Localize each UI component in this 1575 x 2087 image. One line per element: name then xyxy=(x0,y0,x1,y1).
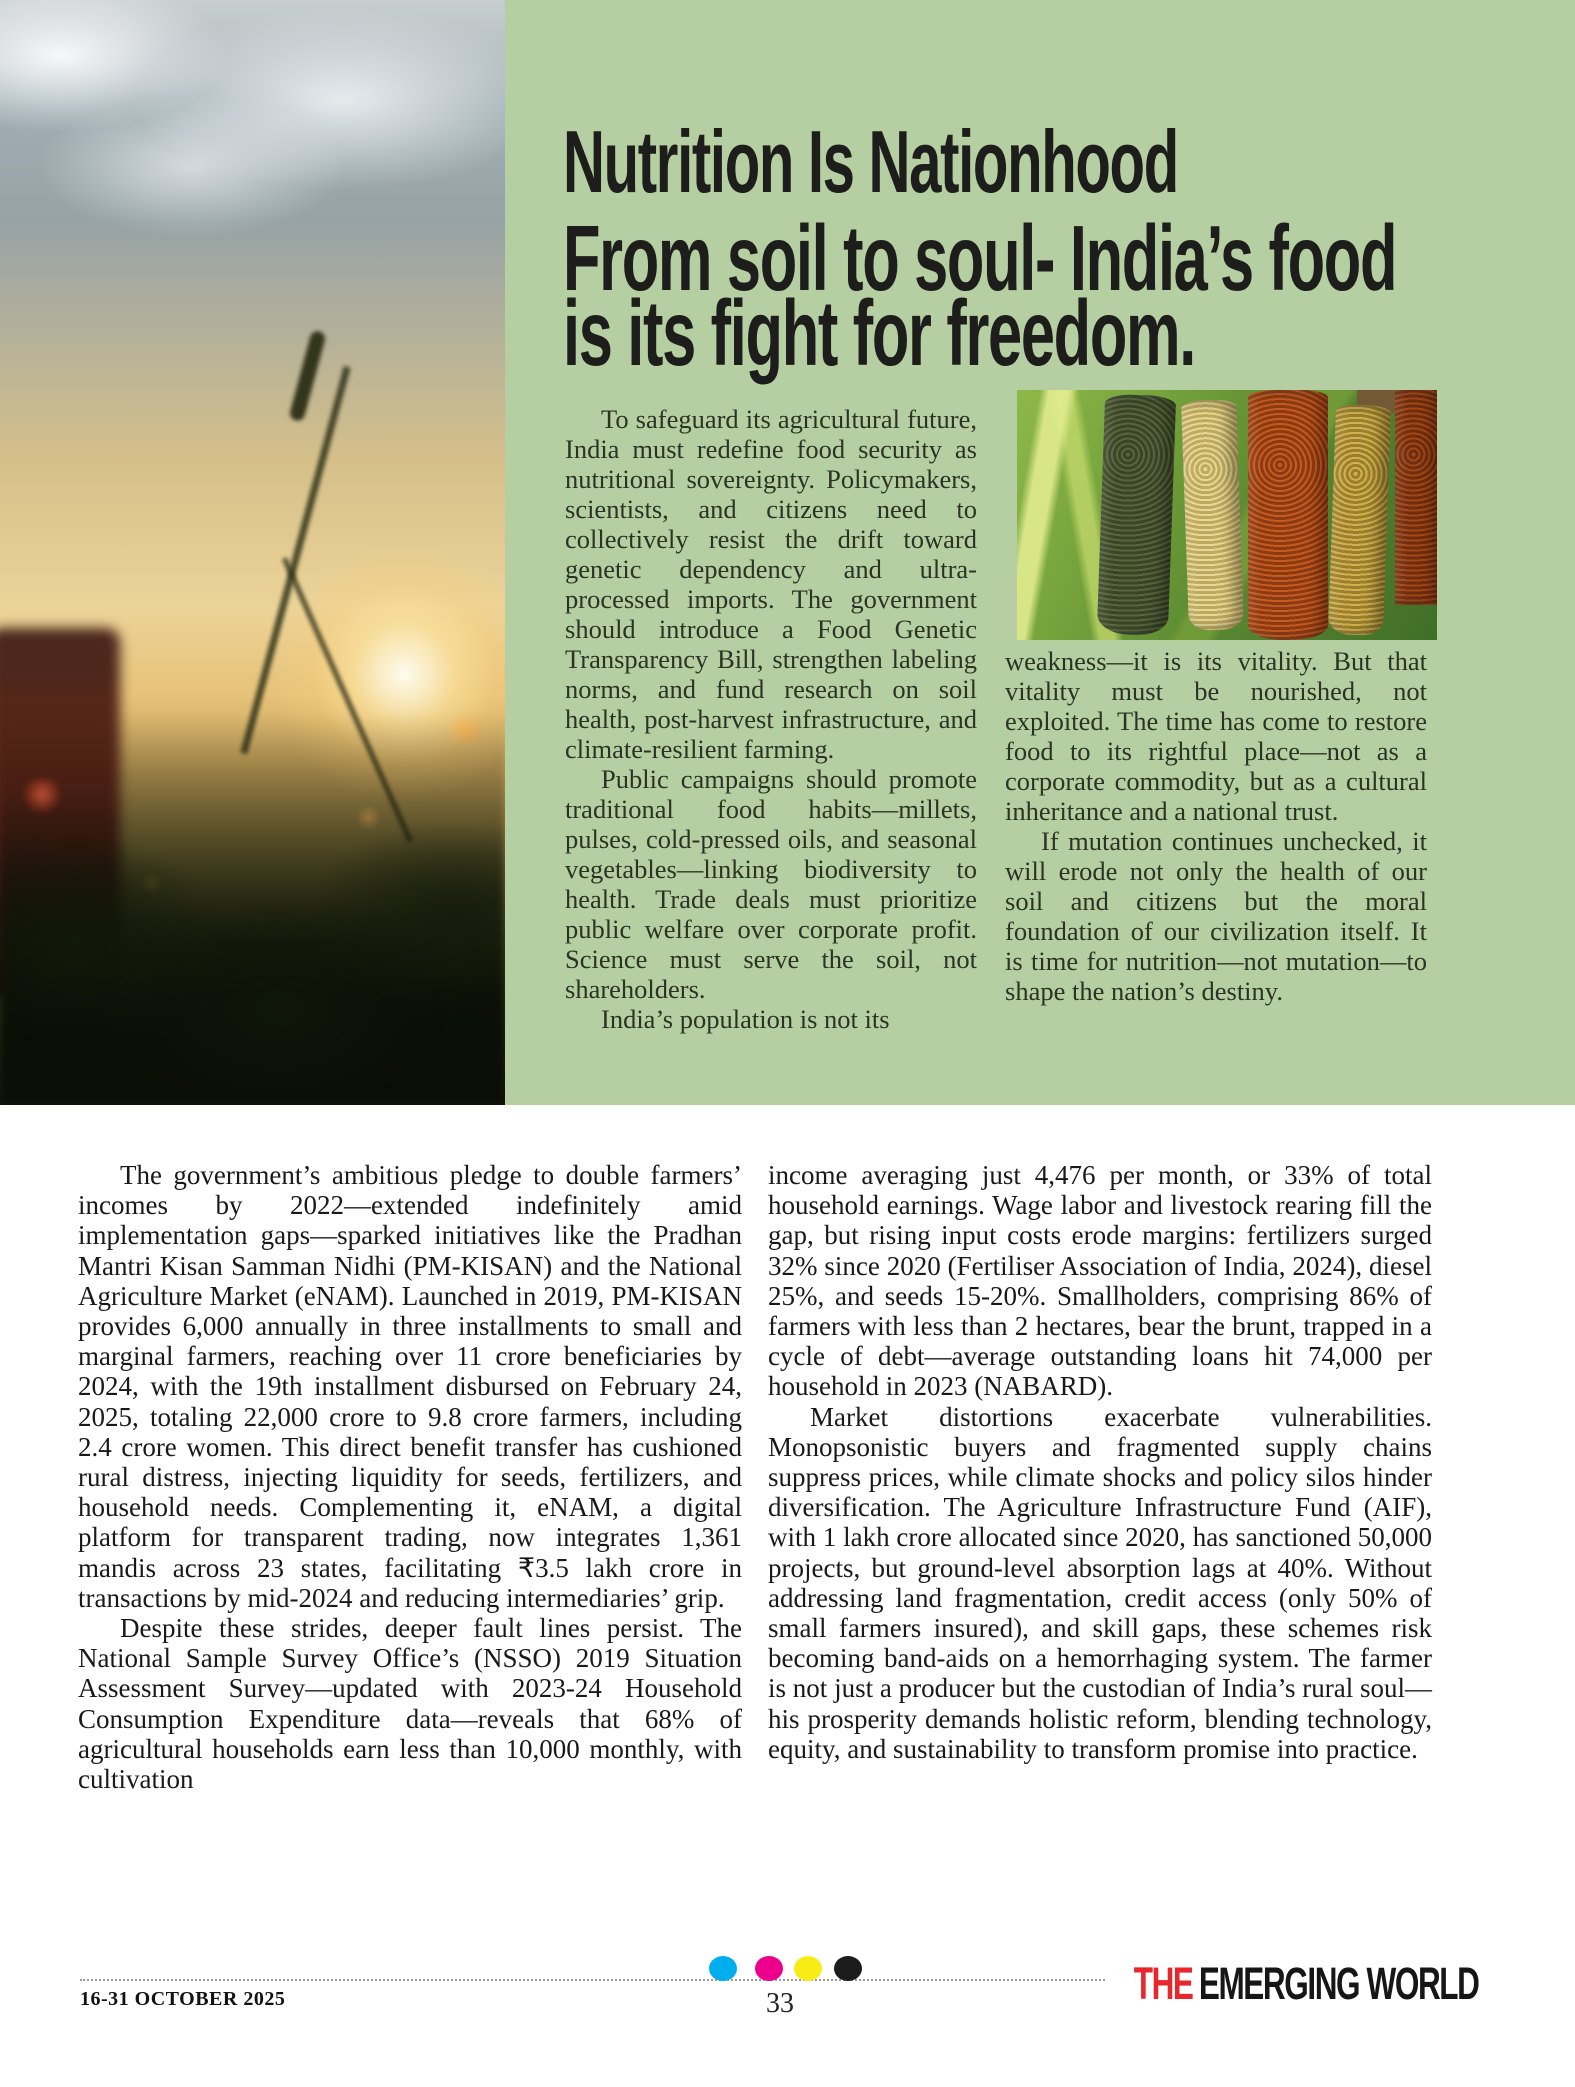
headline-primary: Nutrition Is Nationhood xyxy=(563,112,1178,211)
registration-dot-cyan xyxy=(709,1956,737,1981)
feature-column-right xyxy=(1005,646,1427,1006)
article-paragraph: Market distortions exacerbate vulnerabilities. Monopsonistic buyers and fragmented supply chains suppress prices, while climate shocks and policy silos hinder diversification. The Agriculture Infrastructure Fund (AIF), with 1 lakh crore allocated since 2020, has sanctioned 50,000 projects, but ground-level absorption lags at 40%. Without addressing land fragmentation, credit access (only 50% of small farmers insured), and skill gaps, these schemes risk becoming band-aids on a hemorrhaging system. The farmer is not just a producer but the custodian of India’s rural soul—his prosperity demands holistic reform, blending technology, equity, and sustainability to transform promise into practice. xyxy=(768,1401,1432,1764)
headline-secondary-line1: From soil to soul- India’s food xyxy=(563,206,1397,310)
footer-rule xyxy=(80,1979,1105,1981)
page-number: 33 xyxy=(766,1988,794,2019)
article-paragraph: Despite these strides, deeper fault lines persist. The National Sample Survey Office’s (NSSO) 2019 Situation Assessment Survey—updated with 2023-24 Household Consumption Expenditure data—reveals that 68% of agricultural households earn less than 10,000 monthly, with cultivation xyxy=(78,1613,742,1795)
article-column-right xyxy=(768,1160,1432,1764)
issue-date: 16-31 OCTOBER 2025 xyxy=(80,1988,286,2010)
foreground-crops-silhouette xyxy=(0,715,505,1105)
millet-cluster-rust-right xyxy=(1395,390,1437,605)
article-column-left xyxy=(78,1160,742,1794)
millet-cluster-cream xyxy=(1181,399,1244,631)
wheat-head-silhouette xyxy=(288,330,326,423)
feature-paragraph: To safeguard its agricultural future, India must redefine food security as nutritional sovereignty. Policymakers, scientists, and citizens need to collectively resist the drift toward genetic dependency and ultra-processed imports. The government should introduce a Food Genetic Transparency Bill, strengthen labeling norms, and fund research on soil health, post-harvest infrastructure, and climate-resilient farming. xyxy=(565,404,977,764)
registration-dot-black xyxy=(834,1956,862,1981)
feature-panel xyxy=(505,0,1575,1105)
feature-paragraph: If mutation continues unchecked, it will erode not only the health of our soil and citizens but the moral foundation of our civilization itself. It is time for nutrition—not mutation—to shape the nation’s destiny. xyxy=(1005,826,1427,1006)
feature-column-left xyxy=(565,404,977,1034)
headline-secondary-line2: is its fight for freedom. xyxy=(563,281,1195,385)
article-paragraph: The government’s ambitious pledge to double farmers’ incomes by 2022—extended indefinitely amid implementation gaps—sparked initiatives like the Pradhan Mantri Kisan Samman Nidhi (PM-KISAN) and the National Agriculture Market (eNAM). Launched in 2019, PM-KISAN provides 6,000 annually in three installments to small and marginal farmers, reaching over 11 crore beneficiaries by 2024, with the 19th installment disbursed on February 24, 2025, totaling 22,000 crore to 9.8 crore farmers, including 2.4 crore women. This direct benefit transfer has cushioned rural distress, injecting liquidity for seeds, fertilizers, and household needs. Complementing it, eNAM, a digital platform for transparent trading, now integrates 1,361 mandis across 23 states, facilitating ₹3.5 lakh crore in transactions by mid-2024 and reducing intermediaries’ grip. xyxy=(78,1160,742,1613)
magazine-logo-rest: EMERGING WORLD xyxy=(1198,1958,1478,2009)
magazine-logo-the: THE xyxy=(1133,1958,1193,2009)
millet-varieties-photo xyxy=(1017,390,1437,640)
grass-blade-silhouette xyxy=(240,366,350,754)
millet-cluster-gold xyxy=(1328,404,1391,636)
magazine-logo xyxy=(1133,1958,1478,2010)
feature-paragraph: weakness—it is its vitality. But that vitality must be nourished, not exploited. The time has come to restore food to its rightful place—not as a corporate commodity, but as a cultural inheritance and a national trust. xyxy=(1005,646,1427,826)
registration-dot-magenta xyxy=(755,1956,783,1981)
sunset-field-photo xyxy=(0,0,505,1105)
registration-dot-yellow xyxy=(794,1956,822,1981)
millet-cluster-rust xyxy=(1248,390,1328,640)
millet-cluster-dark xyxy=(1097,394,1177,636)
article-paragraph: income averaging just 4,476 per month, or 33% of total household earnings. Wage labor and livestock rearing fill the gap, but rising input costs erode margins: fertilizers surged 32% since 2020 (Fertiliser Association of India, 2024), diesel 25%, and seeds 15-20%. Smallholders, comprising 86% of farmers with less than 2 hectares, bear the brunt, trapped in a cycle of debt—average outstanding loans hit 74,000 per household in 2023 (NABARD). xyxy=(768,1160,1432,1402)
feature-paragraph: Public campaigns should promote traditional food habits—millets, pulses, cold-pressed oils, and seasonal vegetables—linking biodiversity to health. Trade deals must prioritize public welfare over corporate profit. Science must serve the soil, not shareholders. xyxy=(565,764,977,1004)
feature-paragraph: India’s population is not its xyxy=(601,1004,890,1034)
